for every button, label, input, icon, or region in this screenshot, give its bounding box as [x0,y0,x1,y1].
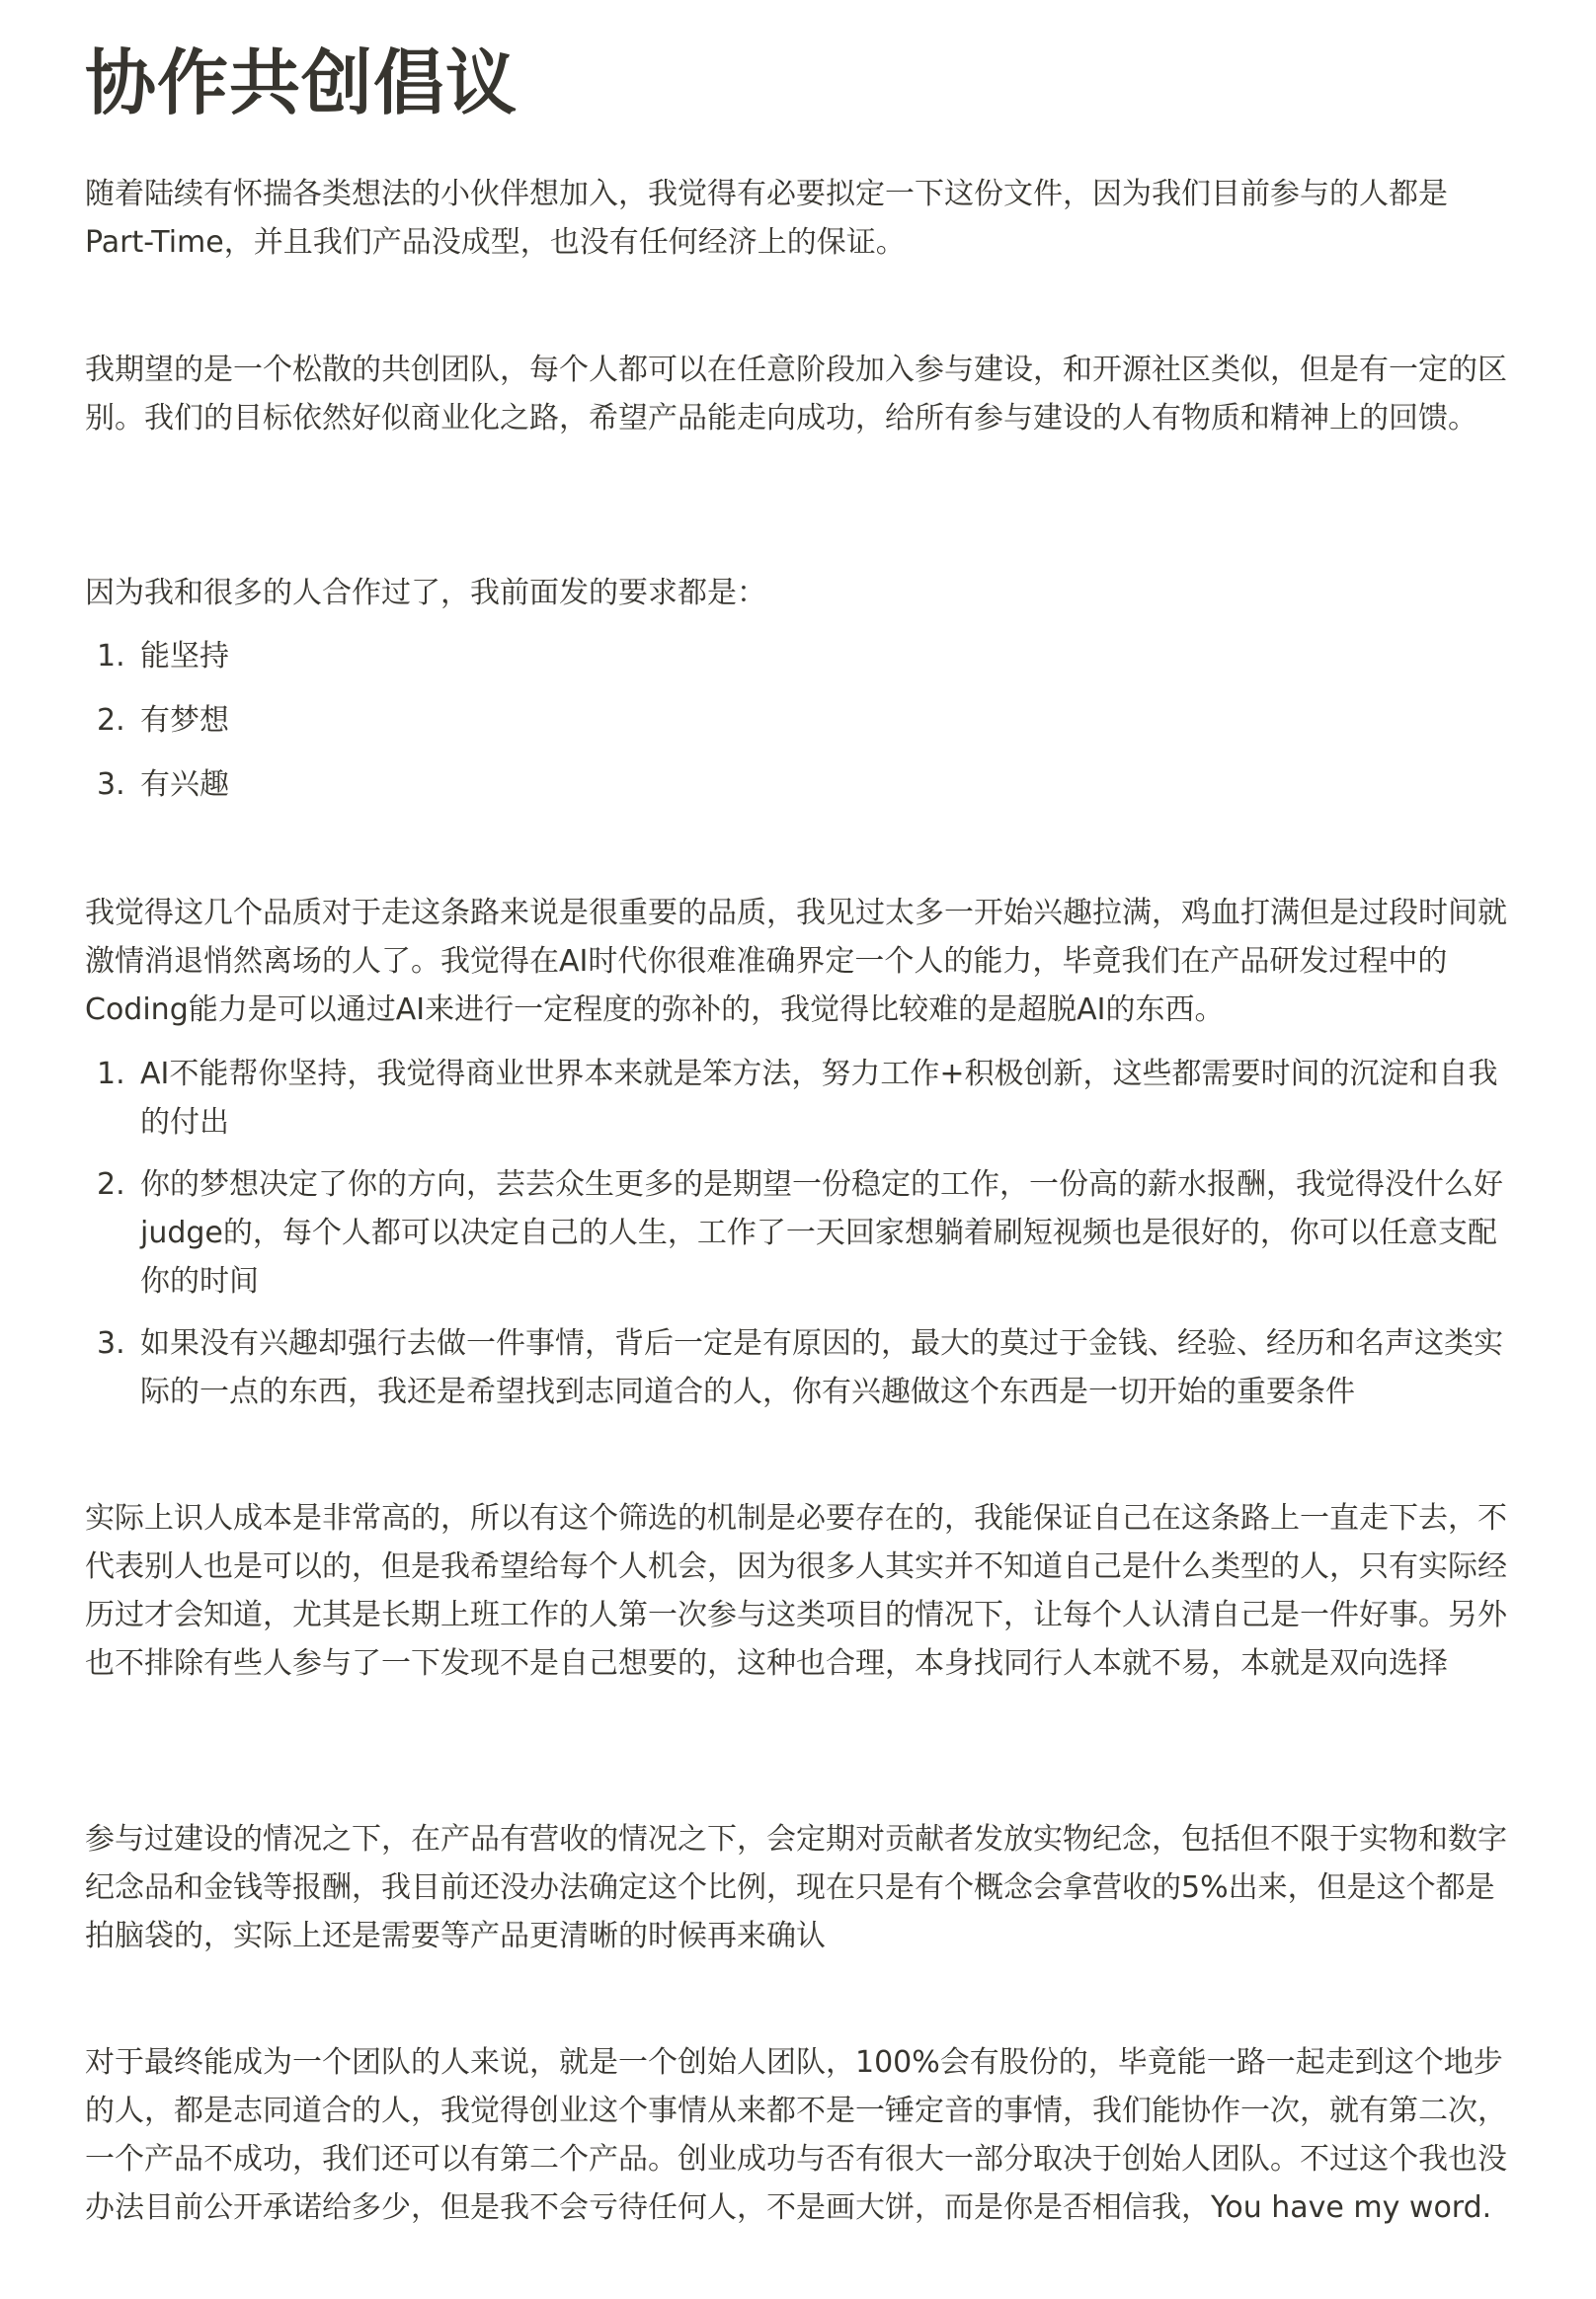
list-item [85,696,229,760]
page-title: 协作共创倡议 [85,41,519,124]
paragraph-requirements-lead: 因为我和很多的人合作过了，我前面发的要求都是： [85,576,766,610]
list-item-text: 你的梦想决定了你的方向，芸芸众生更多的是期望一份稳定的工作，一份高的薪水报酬，我觉得没什么好judge的，每个人都可以决定自己的人生，工作了一天回家想躺着刷短视频也是很好的，你可以任意支配你的时间 [140,1167,1503,1299]
paragraph-expectation: 我期望的是一个松散的共创团队，每个人都可以在任意阶段加入参与建设，和开源社区类似，但是有一定的区别。我们的目标依然好似商业化之路，希望产品能走向成功，给所有参与建设的人有物质和精神上的回馈。 [85,353,1507,436]
paragraph-qualities: 我觉得这几个品质对于走这条路来说是很重要的品质，我见过太多一开始兴趣拉满，鸡血打满但是过段时间就激情消退悄然离场的人了。我觉得在AI时代你很难准确界定一个人的能力，毕竟我们在产品研发过程中的Coding能力是可以通过AI来进行一定程度的弥补的，我觉得比较难的是超脱AI的东西。 [85,896,1507,1027]
list-item [85,632,229,696]
paragraph-screening: 实际上识人成本是非常高的，所以有这个筛选的机制是必要存在的，我能保证自己在这条路上一直走下去，不代表别人也是可以的，但是我希望给每个人机会，因为很多人其实并不知道自己是什么类型的人，只有实际经历过才会知道，尤其是长期上班工作的人第一次参与这类项目的情况下，让每个人认清自己是一件好事。另外也不排除有些人参与了一下发现不是自己想要的，这种也合理，本身找同行人本就不易，本就是双向选择 [85,1501,1507,1681]
paragraph-intro: 随着陆续有怀揣各类想法的小伙伴想加入，我觉得有必要拟定一下这份文件，因为我们目前参与的人都是Part-Time，并且我们产品没成型，也没有任何经济上的保证。 [85,177,1448,260]
list-item-number: 1. [97,639,125,674]
list-item-text: 有梦想 [140,703,229,738]
list-item-text: 能坚持 [140,639,229,674]
list-item-text: AI不能帮你坚持，我觉得商业世界本来就是笨方法，努力工作+积极创新，这些都需要时间的沉淀和自我的付出 [140,1057,1498,1140]
list-item-number: 3. [97,767,125,802]
requirements-list [85,632,229,825]
qualities-list [85,1050,1507,1416]
list-item-number: 3. [97,1326,125,1361]
list-item-text: 如果没有兴趣却强行去做一件事情，背后一定是有原因的，最大的莫过于金钱、经验、经历和名声这类实际的一点的东西，我还是希望找到志同道合的人，你有兴趣做这个东西是一切开始的重要条件 [140,1326,1503,1409]
list-item-number: 2. [97,1167,125,1202]
paragraph-rewards: 参与过建设的情况之下，在产品有营收的情况之下，会定期对贡献者发放实物纪念，包括但不限于实物和数字纪念品和金钱等报酬，我目前还没办法确定这个比例，现在只是有个概念会拿营收的5%出来，但是这个都是拍脑袋的，实际上还是需要等产品更清晰的时候再来确认 [85,1822,1507,1953]
list-item [85,1160,1507,1319]
list-item [85,1050,1507,1160]
list-item [85,1319,1507,1416]
list-item-number: 1. [97,1057,125,1091]
list-item-number: 2. [97,703,125,738]
list-item [85,760,229,825]
paragraph-founding-team: 对于最终能成为一个团队的人来说，就是一个创始人团队，100%会有股份的，毕竟能一路一起走到这个地步的人，都是志同道合的人，我觉得创业这个事情从来都不是一锤定音的事情，我们能协作一次，就有第二次，一个产品不成功，我们还可以有第二个产品。创业成功与否有很大一部分取决于创始人团队。不过这个我也没办法目前公开承诺给多少，但是我不会亏待任何人，不是画大饼，而是你是否相信我，You have my word. [85,2045,1507,2225]
list-item-text: 有兴趣 [140,767,229,802]
document-body [85,0,1507,2225]
